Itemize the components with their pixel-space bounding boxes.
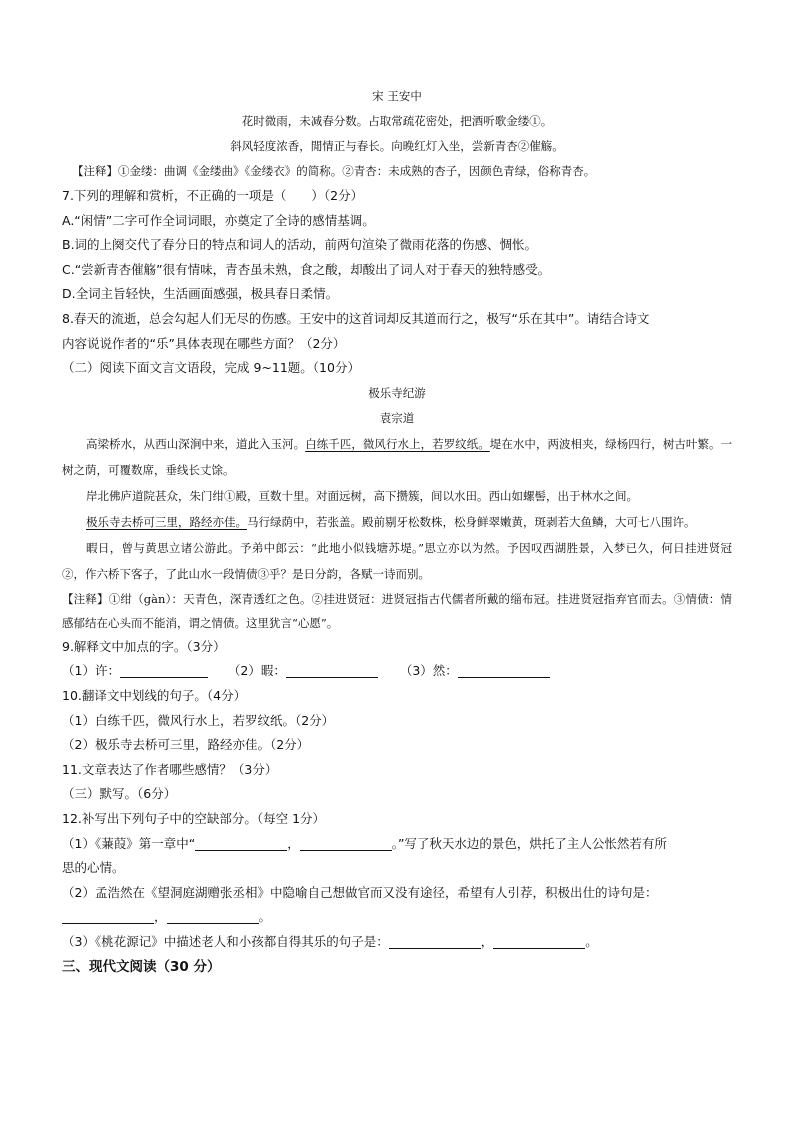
q12-item-2-sep: ，	[154, 909, 167, 925]
q7-stem: 7.下列的理解和赏析，不正确的一项是（ ）（2分）	[62, 188, 364, 203]
q12-blank-6[interactable]	[493, 934, 585, 949]
q8-line-2: 内容说说作者的“乐”具体表现在哪些方面？（2分）	[62, 335, 346, 351]
q11-stem: 11.文章表达了作者哪些感情？（3分）	[62, 761, 278, 777]
q12-item-2-end: 。	[258, 909, 272, 925]
exam-page	[62, 84, 732, 980]
q12-blank-4[interactable]	[167, 909, 259, 924]
part3-heading: 三、现代文阅读（30 分）	[62, 959, 221, 976]
p1-text-b: 堤在水中，两波相夹，绿杨四行，树古叶繁。一树之荫，可覆数席，垂线长丈馀。	[62, 436, 733, 477]
q12-blank-5[interactable]	[389, 934, 481, 949]
passage-note: 【注释】①绀（gàn）：天青色，深青透红之色。②挂进贤冠：进贤冠指古代儒者所戴的缁布冠。挂进贤冠指弃官而去。③情债：情感郁结在心头而不能消，谓之情债。这里犹言“心愿”。	[62, 591, 732, 630]
q10-item-2: （2）极乐寺去桥可三里，路经亦佳。（2分）	[62, 737, 310, 753]
q9-items	[62, 659, 732, 684]
passage-paragraph-3	[62, 509, 732, 535]
q12-item-1-suffix: 。”写了秋天水边的景色，烘托了主人公怅然若有所	[391, 835, 667, 851]
poem-author: 宋 王安中	[372, 89, 422, 103]
q9-item-1-label: （1）许：	[62, 663, 120, 679]
q9-answer-2-blank[interactable]	[286, 663, 378, 678]
passage-paragraph-1	[62, 431, 732, 483]
q12-item-1	[62, 832, 732, 857]
q10-item-1: （1）白练千匹，微风行水上，若罗纹纸。（2分）	[62, 712, 335, 728]
q12-item-2-answers	[62, 905, 732, 930]
p3-text-b: 马行绿荫中，若张盖。殿前剔牙松数株，松身鲜翠嫩黄，斑剥若大鱼鳞，大可七八围许。	[247, 514, 696, 529]
q7-option-b: B.词的上阕交代了春分日的特点和词人的活动，前两句渲染了微雨花落的伤感、惆怅。	[62, 237, 538, 253]
q12-stem: 12.补写出下列句子中的空缺部分。（每空 1分）	[62, 810, 326, 826]
section2-heading: （二）阅读下面文言文语段，完成 9~11题。（10分）	[62, 360, 360, 376]
passage-title: 极乐寺纪游	[368, 385, 426, 400]
poem-line-1: 花时微雨，未减春分数。占取常疏花密处，把酒听歌金缕①。	[241, 114, 553, 128]
p1-text-a: 高梁桥水，从西山深涧中来，道此入玉河。	[86, 436, 306, 451]
q12-item-3-end: 。	[585, 933, 598, 949]
q12-item-3-prefix: （3）《桃花源记》中描述老人和小孩都自得其乐的句子是：	[62, 933, 389, 949]
q9-answer-1-blank[interactable]	[120, 663, 208, 678]
q9-stem: 9.解释文中加点的字。（3分）	[62, 638, 226, 654]
q9-answer-3-blank[interactable]	[458, 663, 550, 678]
q12-item-1-prefix: （1）《蒹葭》第一章中“	[62, 835, 196, 851]
q10-stem: 10.翻译文中划线的句子。（4分）	[62, 687, 247, 703]
poem-line-2: 斜风轻度浓香，閒情正与春长。向晚红灯入坐，尝新青杏②催觞。	[230, 139, 564, 153]
q12-item-1-sep: ，	[287, 835, 300, 851]
p3-underlined: 极乐寺去桥可三里，路经亦佳。	[86, 514, 247, 529]
poem-note: 【注释】①金缕：曲调《金缕曲》《金缕衣》的简称。②青杏：未成熟的杏子，因颜色青绿，俗称青杏。	[72, 164, 596, 178]
q12-item-3	[62, 930, 732, 955]
passage-paragraph-4: 暇日，曾与黄思立诸公游此。予弟中郎云：“此地小似钱塘苏堤。”思立亦以为然。予因叹西湖胜景，入梦已久，何日挂进贤冠②，作六桥下客子，了此山水一段情债③乎？是日分韵，各赋一诗而别。	[62, 540, 732, 581]
passage-author: 袁宗道	[379, 410, 415, 425]
q12-item-2: （2）孟浩然在《望洞庭湖赠张丞相》中隐喻自己想做官而又没有途径，希望有人引荐，积极出仕的诗句是：	[62, 884, 658, 900]
q12-blank-1[interactable]	[195, 836, 287, 851]
q12-item-1-cont: 思的心情。	[62, 860, 125, 876]
q7-option-d: D.全词主旨轻快，生活画面感强，极具春日柔情。	[62, 286, 339, 302]
q8-line-1: 8.春天的流逝，总会勾起人们无尽的伤感。王安中的这首词却反其道而行之，极写“乐在其中”。请结合诗文	[62, 310, 650, 326]
q12-blank-2[interactable]	[300, 836, 392, 851]
q9-item-2-label: （2）暇：	[227, 663, 286, 679]
q12-item-3-sep: ，	[480, 933, 494, 949]
q7-option-a: A.“闲情”二字可作全词词眼，亦奠定了全诗的感情基调。	[62, 212, 375, 228]
q12-blank-3[interactable]	[62, 909, 154, 924]
q9-item-3-label: （3）然：	[399, 663, 458, 679]
section3-heading: （三）默写。（6分）	[62, 786, 177, 802]
q7-option-c: C.“尝新青杏催觞”很有情味，青杏虽未熟，食之酸，却酸出了词人对于春天的独特感受。	[62, 261, 551, 277]
p1-underlined: 白练千匹，微风行水上，若罗纹纸。	[305, 436, 490, 451]
passage-paragraph-2: 岸北佛庐道院甚众，朱门绀①殿，亘数十里。对面远树，高下攒簇，间以水田。西山如螺髻，出于林水之间。	[86, 488, 638, 503]
